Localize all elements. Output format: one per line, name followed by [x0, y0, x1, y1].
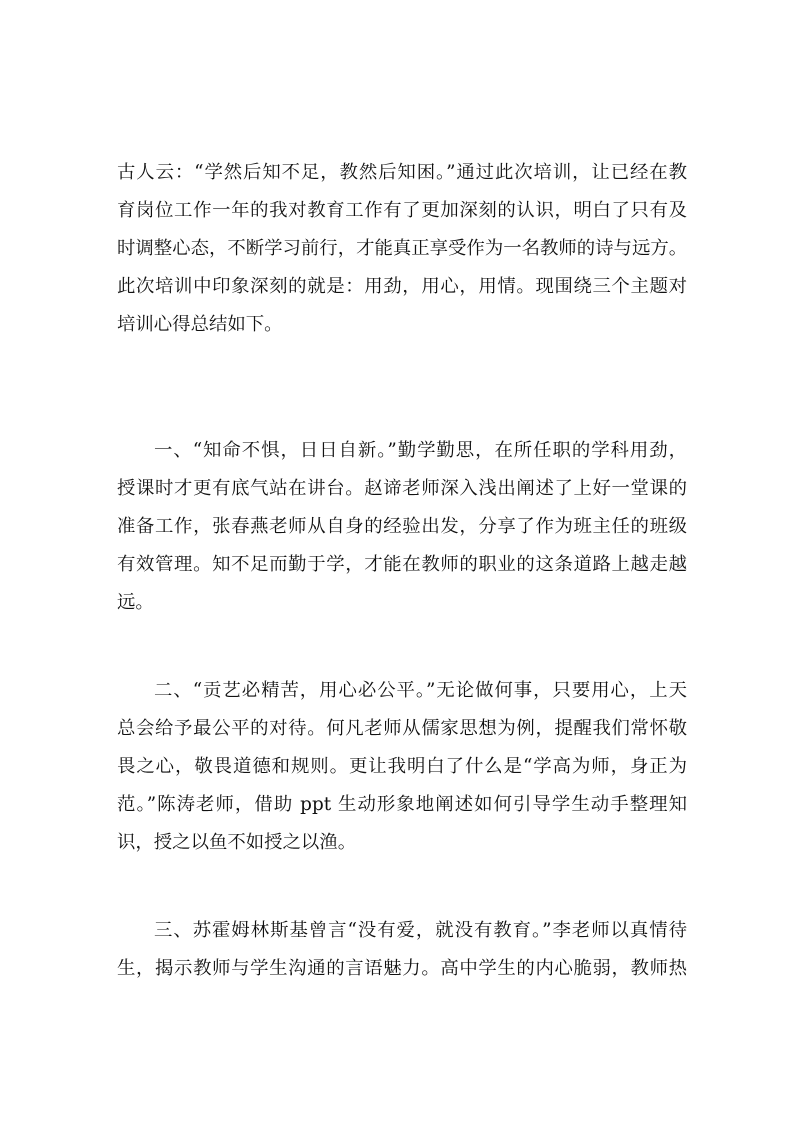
- text-line: 三、苏霍姆林斯基曾言“没有爱，就没有教育。”李老师以真情待: [154, 920, 687, 941]
- text-line: 古人云：“学然后知不足，教然后知困。”通过此次培训，让已经在教: [117, 162, 687, 183]
- text-line: 有效管理。知不足而勤于学，才能在教师的职业的这条道路上越走越: [117, 554, 687, 575]
- text-line: 范。”陈涛老师，借助 ppt 生动形象地阐述如何引导学生动手整理知: [117, 794, 687, 815]
- paragraph-section-three: [117, 912, 687, 988]
- text-line: 二、“贡艺必精苦，用心必公平。”无论做何事，只要用心，上天: [154, 680, 687, 701]
- text-line: 育岗位工作一年的我对教育工作有了更加深刻的认识，明白了只有及: [117, 200, 687, 221]
- text-line: 时调整心态，不断学习前行，才能真正享受作为一名教师的诗与远方。: [117, 238, 688, 259]
- text-line: 总会给予最公平的对待。何凡老师从儒家思想为例，提醒我们常怀敬: [117, 718, 687, 739]
- text-line: 一、“知命不惧，日日自新。”勤学勤思，在所任职的学科用劲，: [154, 440, 687, 461]
- text-line: 授课时才更有底气站在讲台。赵谛老师深入浅出阐述了上好一堂课的: [117, 478, 687, 499]
- text-line: 生，揭示教师与学生沟通的言语魅力。高中学生的内心脆弱，教师热: [117, 958, 687, 979]
- text-line: 畏之心，敬畏道德和规则。更让我明白了什么是“学高为师，身正为: [117, 756, 687, 777]
- text-line: 识，授之以鱼不如授之以渔。: [117, 832, 357, 853]
- text-line: 准备工作，张春燕老师从自身的经验出发，分享了作为班主任的班级: [117, 516, 687, 537]
- paragraph-section-one: [117, 432, 687, 622]
- text-line: 此次培训中印象深刻的就是：用劲，用心，用情。现围绕三个主题对: [117, 276, 687, 297]
- paragraph-intro: [117, 154, 687, 344]
- text-line: 培训心得总结如下。: [117, 314, 283, 335]
- paragraph-section-two: [117, 672, 687, 862]
- text-line: 远。: [117, 592, 154, 613]
